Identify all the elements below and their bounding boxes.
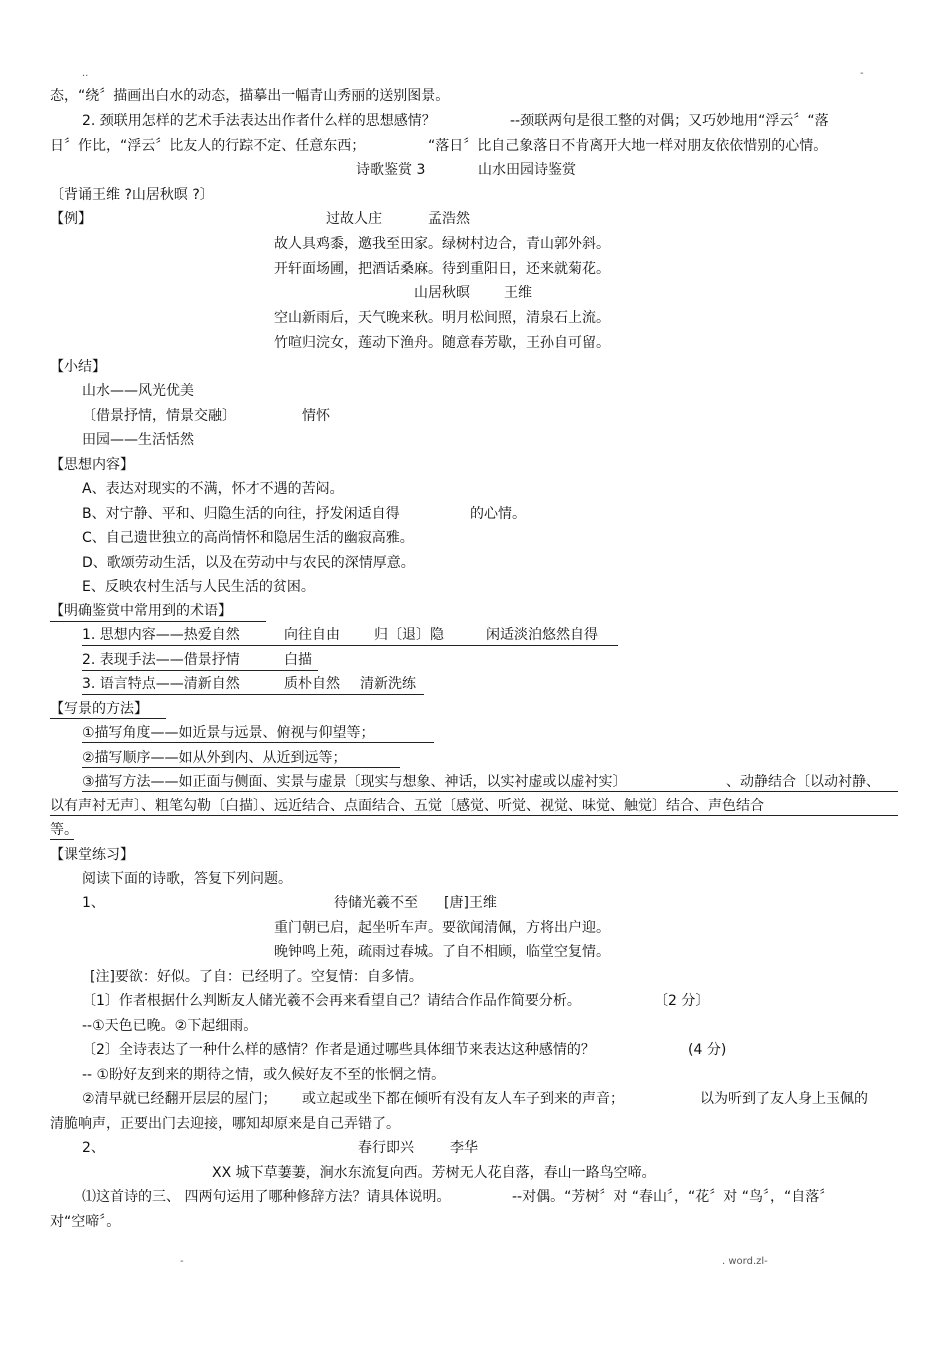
methods-m3-underline2 [50, 815, 898, 816]
intro-line1: 态，“绕〞描画出白水的动态，描摹出一幅青山秀丽的送别图景。 [50, 88, 450, 104]
poem1-line2: 开轩面场圃，把酒话桑麻。待到重阳日，还来就菊花。 [274, 261, 610, 277]
summary-label: 【小结】 [50, 359, 106, 375]
practice-p1-question1: 〔1〕作者根据什么判断友人储光羲不会再来看望自己？请结合作品作简要分析。 [82, 993, 581, 1009]
practice-p1-question1-score: 〔2 分〕 [654, 993, 710, 1009]
terms-t1-retreat: 归〔退〕隐 [374, 627, 444, 643]
practice-p2-author: 李华 [450, 1140, 478, 1156]
header-right-mark: - [860, 68, 864, 79]
intro-answer2-part1: --颈联两句是很工整的对偶；又巧妙地用“浮云〞“落 [510, 113, 829, 129]
summary-item2a: 〔借景抒情，情景交融〕 [82, 408, 236, 424]
methods-label-underline [50, 718, 166, 719]
terms-t3-underline [82, 694, 424, 695]
terms-t1-underline [82, 645, 618, 646]
practice-instruction: 阅读下面的诗歌，答复下列问题。 [82, 871, 292, 887]
poem2-line1: 空山新雨后，天气晚来秋。明月松间照，清泉石上流。 [274, 310, 610, 326]
footer-right-mark: . word.zl- [722, 1256, 768, 1267]
methods-label: 【写景的方法】 [50, 701, 148, 717]
summary-item2b: 情怀 [302, 408, 330, 424]
terms-t3-plain: 质朴自然 [284, 676, 340, 692]
practice-p1-author: [唐]王维 [444, 895, 497, 911]
practice-p2-line: XX 城下草萋萋，涧水东流复向西。芳树无人花自落，春山一路鸟空啼。 [212, 1165, 656, 1181]
terms-t3-language: 3. 语言特点——清新自然 [82, 676, 240, 692]
practice-p1-note: [注]要欲：好似。了自：已经明了。空复情：自多情。 [90, 969, 423, 985]
methods-m2: ②描写顺序——如从外到内、从近到远等； [82, 750, 347, 766]
practice-label: 【课堂练习】 [50, 847, 134, 863]
poem2-title: 山居秋暝 [414, 285, 470, 301]
practice-p2-title: 春行即兴 [358, 1140, 414, 1156]
terms-label: 【明确鉴赏中常用到的术语】 [50, 603, 232, 619]
practice-p1-question2-score: (4 分) [688, 1042, 727, 1058]
poem1-author: 孟浩然 [428, 211, 470, 227]
practice-p1-title: 待储光羲不至 [334, 895, 418, 911]
section-title-left: 诗歌鉴赏 3 [356, 162, 426, 178]
intro-answer2-line2a: 日〞作比，“浮云〞比友人的行踪不定、任意东西； [50, 138, 366, 154]
practice-p1-answer2-line1: -- ①盼好友到来的期待之情，或久候好友不至的怅惘之情。 [82, 1067, 446, 1083]
terms-t2-underline [82, 670, 318, 671]
ideas-e: E、反映农村生活与人民生活的贫困。 [82, 579, 315, 595]
practice-p1-answer2-part3: 以为听到了友人身上玉佩的 [700, 1091, 868, 1107]
practice-p1-answer2-line3: 清脆响声，正要出门去迎接，哪知却原来是自己弄错了。 [50, 1116, 400, 1132]
section-title-right: 山水田园诗鉴赏 [478, 162, 576, 178]
terms-t3-refined: 清新洗练 [360, 676, 416, 692]
practice-p1-number: 1、 [82, 895, 105, 911]
terms-label-underline [50, 621, 266, 622]
header-left-mark: .. [82, 68, 89, 79]
terms-t2-sketch: 白描 [284, 652, 312, 668]
terms-t1-content: 1. 思想内容——热爱自然 [82, 627, 240, 643]
ideas-label: 【思想内容】 [50, 457, 134, 473]
methods-m3-part1: ③描写方法——如正面与侧面、实景与虚景〔现实与想象、神话，以实衬虚或以虚衬实〕 [82, 774, 627, 790]
ideas-d: D、歌颂劳动生活，以及在劳动中与农民的深情厚意。 [82, 555, 415, 571]
practice-p1-line1: 重门朝已启，起坐听车声。要欲闻清佩，方将出户迎。 [274, 920, 610, 936]
methods-m3-part2: 、动静结合〔以动衬静、 [726, 774, 880, 790]
practice-p1-line2: 晚钟鸣上苑，疏雨过春城。了自不相顾，临堂空复情。 [274, 944, 610, 960]
practice-p2-answer1-part2: 对“空啼〞。 [50, 1214, 121, 1230]
terms-t2-technique: 2. 表现手法——借景抒情 [82, 652, 240, 668]
recite-instruction: 〔背诵王维 ?山居秋暝 ?〕 [50, 187, 214, 203]
poem1-title: 过故人庄 [326, 211, 382, 227]
practice-p2-answer1-part1: --对偶。“芳树〞对 “春山〞，“花〞对 “鸟〞，“自落〞 [512, 1189, 834, 1205]
footer-left-mark: - [180, 1256, 184, 1267]
summary-item1: 山水——风光优美 [82, 383, 194, 399]
practice-p1-answer2-part1: ②清早就已经翻开层层的屋门； [82, 1091, 277, 1107]
methods-m3-part4: 等。 [50, 822, 78, 838]
methods-m1-underline [82, 742, 434, 743]
intro-question2: 2. 颈联用怎样的艺术手法表达出作者什么样的思想感情？ [82, 113, 436, 129]
terms-t1-leisure: 闲适淡泊悠然自得 [486, 627, 598, 643]
practice-p2-question1: ⑴这首诗的三、 四两句运用了哪种修辞方法？请具体说明。 [82, 1189, 451, 1205]
practice-p1-answer1: --①天色已晚。②下起细雨。 [82, 1018, 258, 1034]
poem2-line2: 竹喧归浣女，莲动下渔舟。随意春芳歇，王孙自可留。 [274, 335, 610, 351]
example-label: 【例】 [50, 211, 92, 227]
practice-p1-answer2-part2: 或立起或坐下都在倾听有没有友人车子到来的声音； [302, 1091, 624, 1107]
poem2-author: 王维 [504, 285, 532, 301]
terms-t1-freedom: 向往自由 [284, 627, 340, 643]
ideas-b-part1: B、对宁静、平和、归隐生活的向往，抒发闲适自得 [82, 506, 400, 522]
methods-m2-underline [82, 767, 400, 768]
methods-m3-part3: 以有声衬无声〕、粗笔勾勒〔白描〕、远近结合、点面结合、五觉〔感觉、听觉、视觉、味觉、触觉〕结合、声色结合 [50, 798, 764, 814]
poem1-line1: 故人具鸡黍，邀我至田家。绿树村边合，青山郭外斜。 [274, 236, 610, 252]
ideas-b-part2: 的心情。 [470, 506, 526, 522]
methods-m1: ①描写角度——如近景与远景、俯视与仰望等； [82, 725, 375, 741]
ideas-a: A、表达对现实的不满，怀才不遇的苦闷。 [82, 481, 344, 497]
intro-answer2-line2b: “落日〞比自己象落日不肯离开大地一样对朋友依依惜别的心情。 [428, 138, 828, 154]
practice-p2-number: 2、 [82, 1140, 105, 1156]
practice-p1-question2: 〔2〕全诗表达了一种什么样的感情？作者是通过哪些具体细节来表达这种感情的？ [82, 1042, 595, 1058]
ideas-c: C、自己遗世独立的高尚情怀和隐居生活的幽寂高雅。 [82, 530, 414, 546]
methods-m3-underline1 [82, 791, 898, 792]
methods-m3-underline3 [50, 839, 74, 840]
summary-item3: 田园——生活恬然 [82, 432, 194, 448]
